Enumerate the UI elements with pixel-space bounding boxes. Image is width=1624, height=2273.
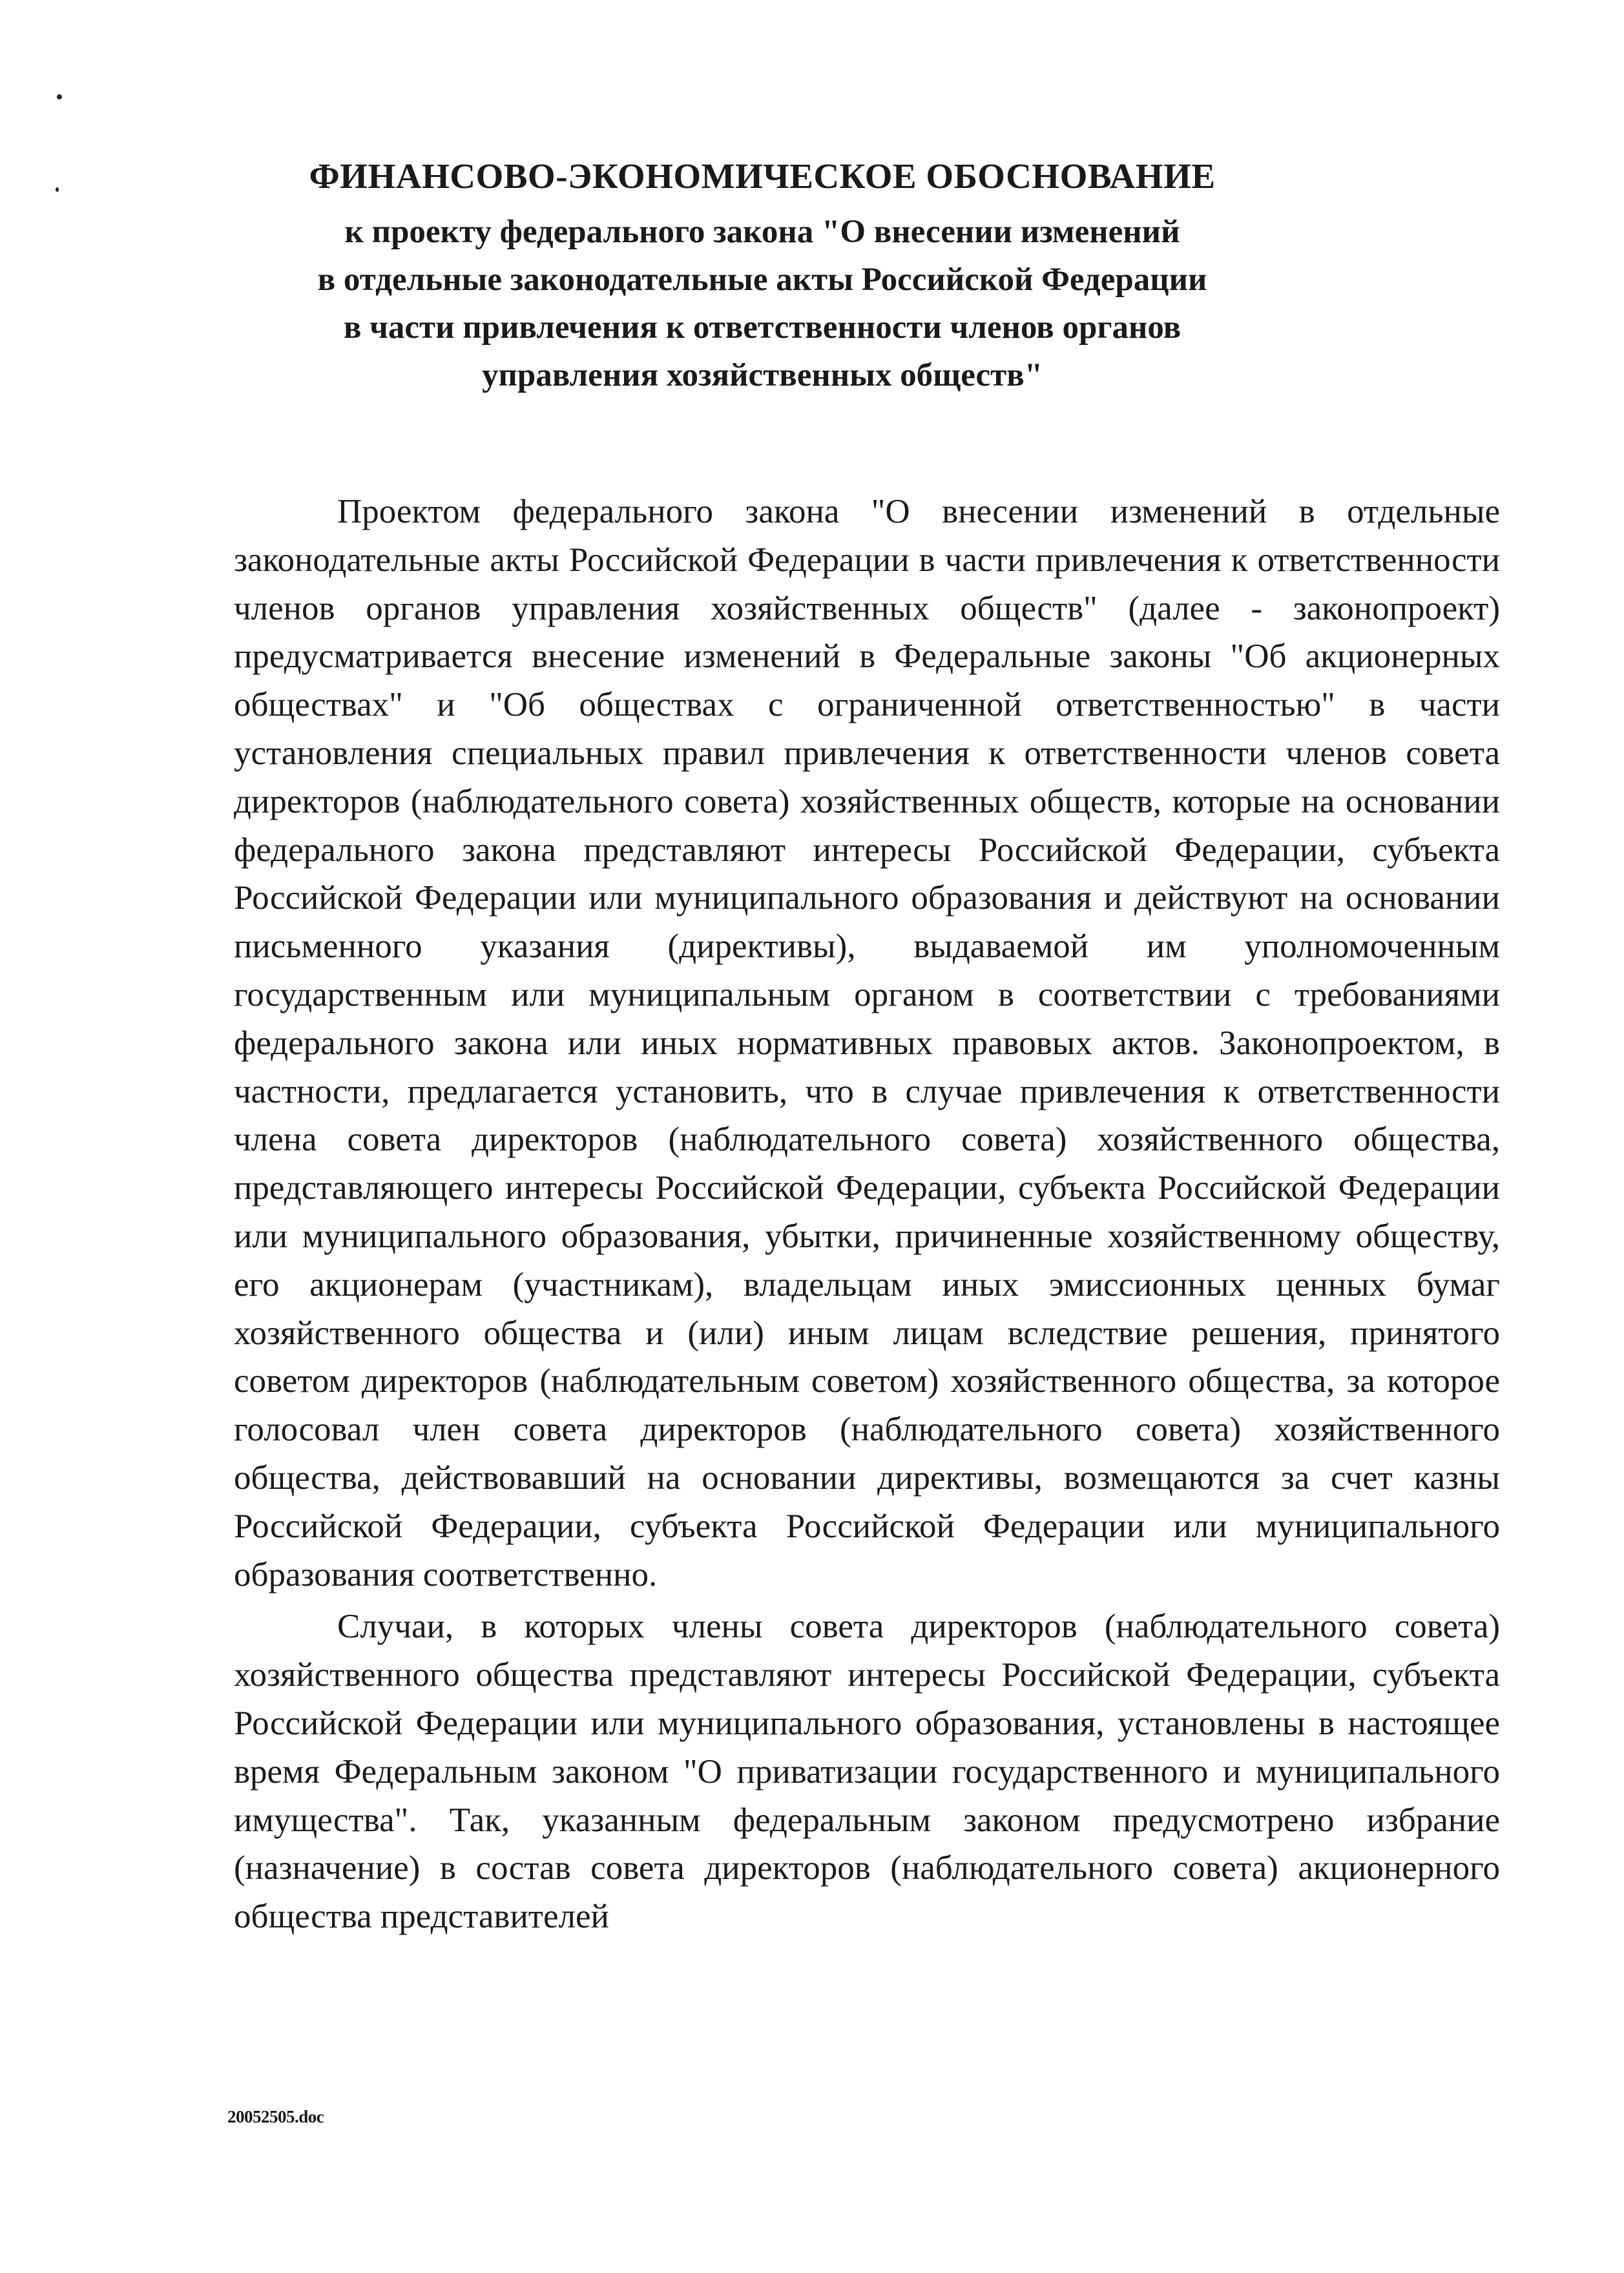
document-title: ФИНАНСОВО-ЭКОНОМИЧЕСКОЕ ОБОСНОВАНИЕ [309, 156, 1216, 196]
document-subtitle-line: к проекту федерального закона "О внесении изменений [344, 214, 1180, 250]
document-subtitle-line: в части привлечения к ответственности членов органов [343, 309, 1182, 346]
document-subtitle-line: в отдельные законодательные акты Российской Федерации [317, 262, 1207, 298]
scan-speck [57, 94, 62, 99]
body-paragraph: Случаи, в которых члены совета директоров (наблюдательного совета) хозяйственного общества представляют интересы Российской Федерации, субъекта Российской Федерации или муниципального образования, установлены в настоящее время Федеральным законом "О приватизации государственного и муниципального имущества". Так, указанным федеральным законом предусмотрено избрание (назначение) в состав совета директоров (наблюдательного совета) акционерного общества представителей [234, 1608, 1500, 1936]
document-header [213, 152, 1311, 399]
scan-speck [56, 187, 59, 192]
footer-filename: 20052505.doc [227, 2107, 324, 2126]
document-body [234, 488, 1500, 1941]
document-subtitle-line: управления хозяйственных обществ" [481, 357, 1043, 393]
body-paragraph: Проектом федерального закона "О внесении изменений в отдельные законодательные акты Российской Федерации в части привлечения к ответственности членов органов управления хозяйственных обществ" (далее - законопроект) предусматривается внесение изменений в Федеральные законы "Об акционерных обществах" и "Об обществах с ограниченной ответственностью" в части установления специальных правил привлечения к ответственности членов совета директоров (наблюдательного совета) хозяйственных обществ, которые на основании федерального закона представляют интересы Российской Федерации, субъекта Российской Федерации или муниципального образования и действуют на основании письменного указания (директивы), выдаваемой им уполномоченным государственным или муниципальным органом в соответствии с требованиями федерального закона или иных нормативных правовых актов. Законопроектом, в частности, предлагается установить, что в случае привлечения к ответственности члена совета директоров (наблюдательного совета) хозяйственного общества, представляющего интересы Российской Федерации, субъекта Российской Федерации или муниципального образования, убытки, причиненные хозяйственному обществу, его акционерам (участникам), владельцам иных эмиссионных ценных бумаг хозяйственного общества и (или) иным лицам вследствие решения, принятого советом директоров (наблюдательным советом) хозяйственного общества, за которое голосовал член совета директоров (наблюдательного совета) хозяйственного общества, действовавший на основании директивы, возмещаются за счет казны Российской Федерации, субъекта Российской Федерации или муниципального образования соответственно. [234, 493, 1500, 1593]
